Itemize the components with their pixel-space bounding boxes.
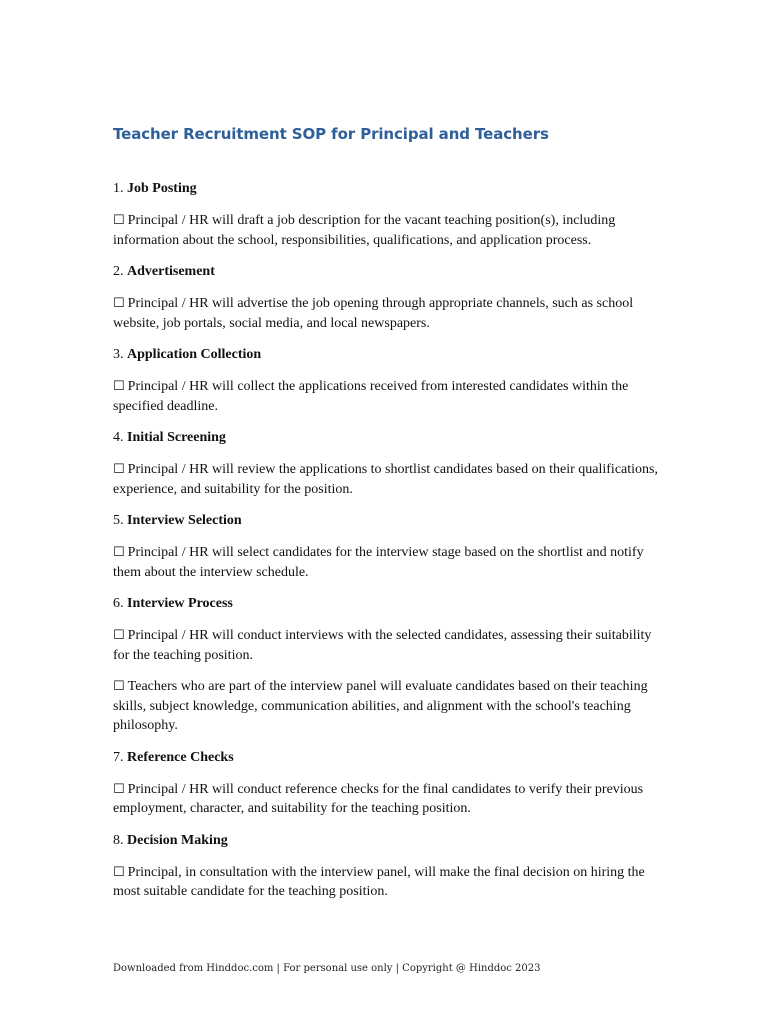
checklist-item xyxy=(113,377,658,416)
checkbox-icon: ☐ xyxy=(113,462,125,477)
checklist-item-text: Principal / HR will conduct reference checks for the final candidates to verify their previous employment, character, and suitability for the teaching position. xyxy=(113,781,644,816)
section-title: Job Posting xyxy=(127,181,197,196)
checkbox-icon: ☐ xyxy=(113,379,125,394)
section-number: 8. xyxy=(113,832,124,848)
section-heading xyxy=(113,262,658,282)
checkbox-icon: ☐ xyxy=(113,864,125,880)
checkbox-icon: ☐ xyxy=(113,545,125,560)
section-number: 4. xyxy=(113,430,124,445)
section-heading xyxy=(113,179,658,199)
checklist-item-text: Principal / HR will review the applications to shortlist candidates based on their qualifications, experience, and suitability for the position. xyxy=(113,462,658,497)
checkbox-icon: ☐ xyxy=(113,679,125,694)
section-heading xyxy=(113,345,658,365)
checklist-item-text: Principal / HR will select candidates for the interview stage based on the shortlist and notify them about the interview schedule. xyxy=(113,545,644,580)
section-number: 7. xyxy=(113,749,124,765)
section-number: 3. xyxy=(113,347,124,362)
section-title: Interview Selection xyxy=(127,513,242,528)
checklist-item xyxy=(113,294,658,333)
checkbox-icon: ☐ xyxy=(113,628,125,643)
checklist-item xyxy=(113,211,658,250)
section-title: Reference Checks xyxy=(127,749,234,765)
checkbox-icon: ☐ xyxy=(113,781,125,797)
checklist-item xyxy=(113,460,658,499)
section-number: 1. xyxy=(113,181,124,196)
section-heading xyxy=(113,428,658,448)
section-title: Initial Screening xyxy=(127,430,226,445)
section-title: Advertisement xyxy=(127,264,215,279)
checklist-item-text: Principal / HR will advertise the job opening through appropriate channels, such as school website, job portals, social media, and local newspapers. xyxy=(113,296,634,331)
section-number: 2. xyxy=(113,264,124,279)
checklist-item-text: Principal / HR will collect the applications received from interested candidates within the specified deadline. xyxy=(113,379,629,414)
section-number: 6. xyxy=(113,596,124,611)
section-heading xyxy=(113,831,658,851)
checklist-item xyxy=(113,863,658,902)
section-heading xyxy=(113,748,658,768)
checklist-item-text: Principal, in consultation with the interview panel, will make the final decision on hiring the most suitable candidate for the teaching position. xyxy=(113,864,645,899)
section-heading xyxy=(113,594,658,614)
checklist-item xyxy=(113,780,658,819)
section-number: 5. xyxy=(113,513,124,528)
checklist-item-text: Principal / HR will conduct interviews with the selected candidates, assessing their suitability for the teaching position. xyxy=(113,628,652,663)
section-title: Decision Making xyxy=(127,832,228,848)
checkbox-icon: ☐ xyxy=(113,296,125,311)
section-heading xyxy=(113,511,658,531)
checklist-item xyxy=(113,626,658,665)
checklist-item-text: Teachers who are part of the interview panel will evaluate candidates based on their teaching skills, subject knowledge, communication abilities, and alignment with the school's teaching philosophy. xyxy=(113,679,648,733)
checkbox-icon: ☐ xyxy=(113,213,125,228)
sop-sections xyxy=(113,179,658,914)
document-page xyxy=(113,0,658,1024)
checklist-item-text: Principal / HR will draft a job description for the vacant teaching position(s), including information about the school, responsibilities, qualifications, and application process. xyxy=(113,213,616,248)
checklist-item xyxy=(113,543,658,582)
section-title: Interview Process xyxy=(127,596,233,611)
document-title: Teacher Recruitment SOP for Principal and Teachers xyxy=(113,125,549,143)
page-footer: Downloaded from Hinddoc.com | For personal use only | Copyright @ Hinddoc 2023 xyxy=(113,963,541,974)
checklist-item xyxy=(113,677,658,736)
section-title: Application Collection xyxy=(127,347,262,362)
